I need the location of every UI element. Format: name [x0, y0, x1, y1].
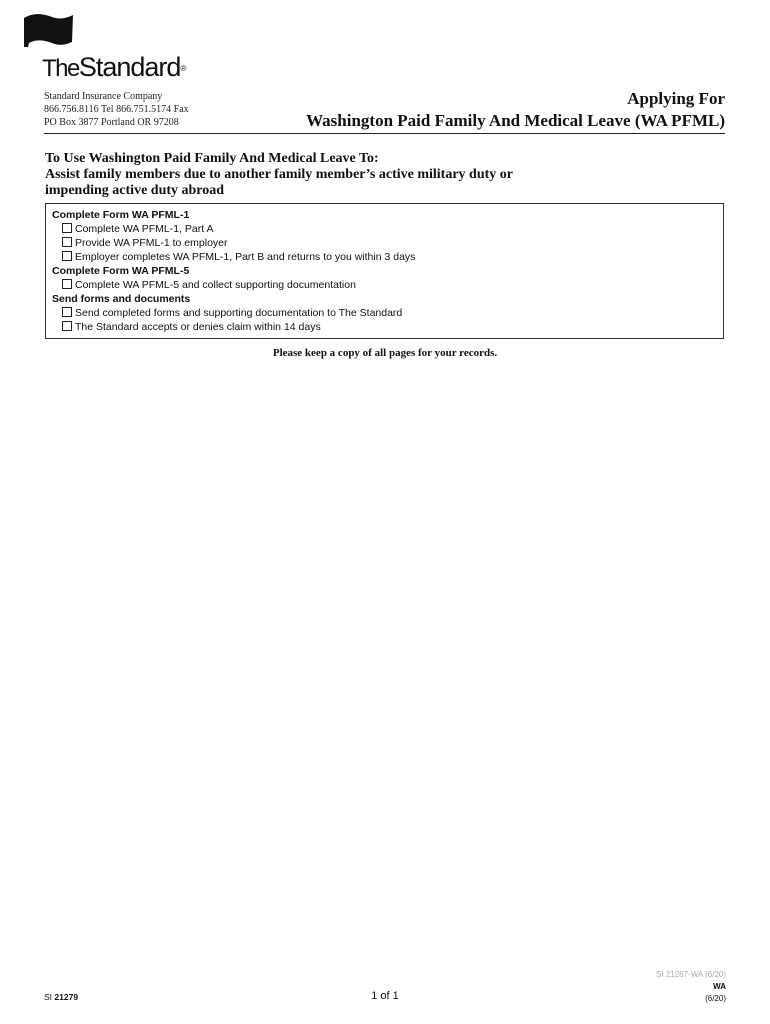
keep-copy-note: Please keep a copy of all pages for your records.	[272, 347, 498, 359]
intro-line1: To Use Washington Paid Family And Medical Leave To:	[45, 151, 379, 166]
step-item-label: Complete WA PFML-5 and collect supporting documentation	[75, 279, 356, 291]
form-code-line1: SI 21267-WA (6/20)	[656, 970, 726, 979]
form-code-line3: (6/20)	[705, 994, 726, 1003]
step-heading-pfml1: Complete Form WA PFML-1	[52, 209, 190, 221]
form-title-line1: Applying For	[627, 89, 725, 108]
step-item	[52, 222, 723, 236]
company-logo	[42, 52, 186, 84]
form-code-line2: WA	[713, 982, 726, 991]
intro-heading	[45, 151, 685, 199]
logo-registered-mark: ®	[180, 64, 187, 73]
intro-line2: Assist family members due to another family member’s active military duty or	[45, 167, 514, 182]
company-info	[44, 90, 189, 129]
logo-text-standard: Standard	[78, 52, 181, 82]
checkbox-icon[interactable]	[62, 321, 72, 331]
step-item	[52, 236, 723, 250]
checkbox-icon[interactable]	[62, 237, 72, 247]
company-phone-fax: 866.756.8116 Tel 866.751.5174 Fax	[44, 104, 189, 115]
form-title-line2: Washington Paid Family And Medical Leave (WA PFML)	[306, 111, 725, 130]
step-item	[52, 320, 723, 334]
step-heading-send: Send forms and documents	[52, 293, 191, 305]
logo-text-the: The	[42, 55, 79, 82]
checkbox-icon[interactable]	[62, 223, 72, 233]
step-item-label: Complete WA PFML-1, Part A	[75, 223, 214, 235]
form-title	[306, 88, 725, 132]
checkbox-icon[interactable]	[62, 279, 72, 289]
step-item-label: The Standard accepts or denies claim within 14 days	[75, 321, 321, 333]
step-item-label: Send completed forms and supporting documentation to The Standard	[75, 307, 403, 319]
step-item	[52, 278, 723, 292]
step-item	[52, 306, 723, 320]
form-number-value: 21279	[54, 992, 79, 1002]
steps-box	[45, 203, 724, 339]
checkbox-icon[interactable]	[62, 307, 72, 317]
checkbox-icon[interactable]	[62, 251, 72, 261]
step-heading-pfml5: Complete Form WA PFML-5	[52, 265, 190, 277]
step-item	[52, 250, 723, 264]
page-number: 1 of 1	[371, 990, 399, 1002]
form-code	[656, 969, 726, 1005]
company-name: Standard Insurance Company	[44, 91, 163, 102]
step-item-label: Provide WA PFML-1 to employer	[75, 237, 228, 249]
company-address: PO Box 3877 Portland OR 97208	[44, 117, 179, 128]
form-number-prefix: SI	[44, 992, 53, 1002]
flag-logo-icon	[22, 12, 74, 48]
header-divider	[44, 133, 725, 134]
intro-line3: impending active duty abroad	[45, 183, 225, 198]
step-item-label: Employer completes WA PFML-1, Part B and returns to you within 3 days	[75, 251, 416, 263]
